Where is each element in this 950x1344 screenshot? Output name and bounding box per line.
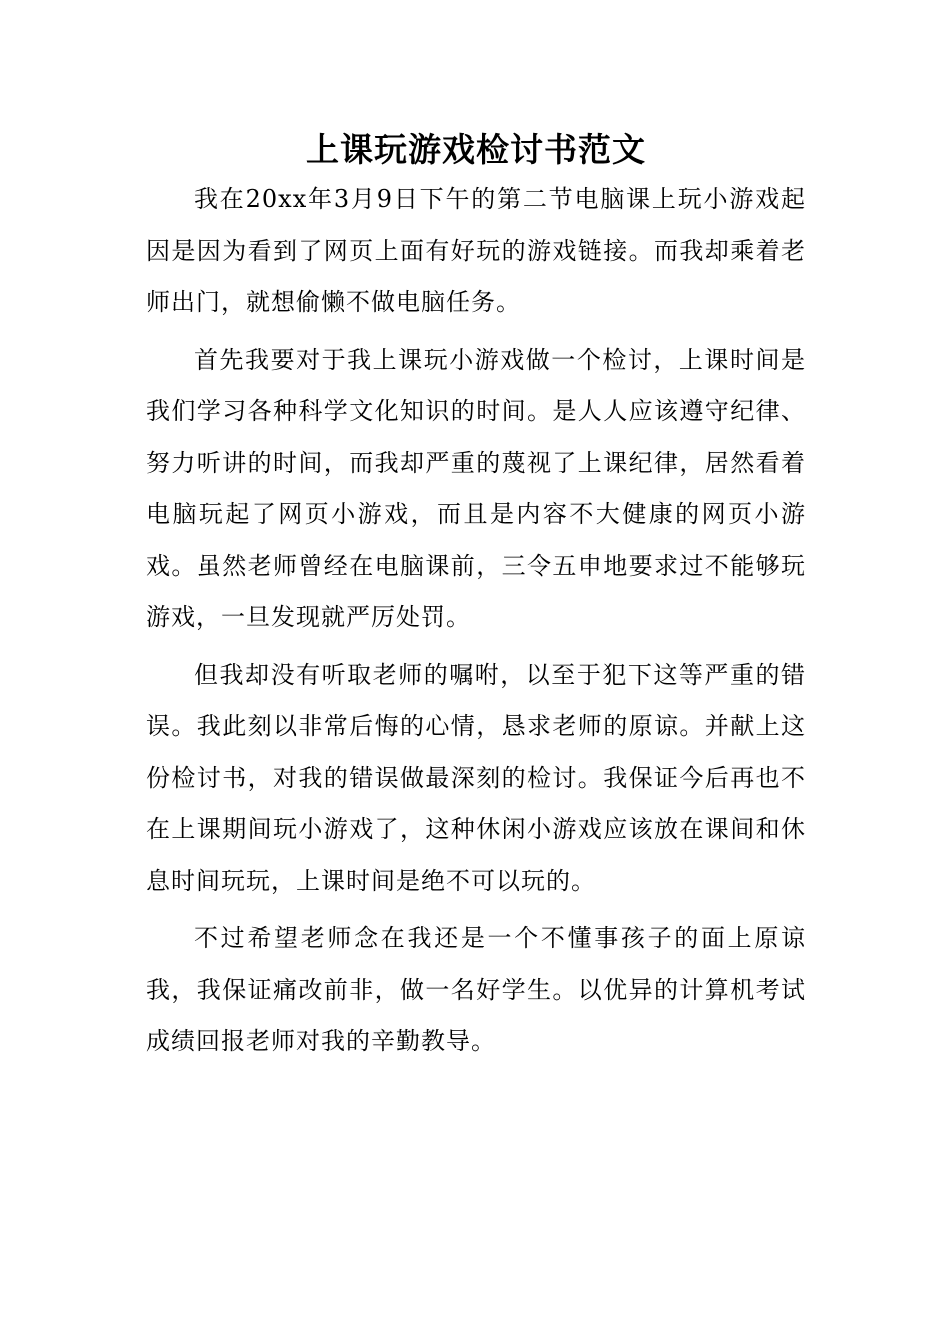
paragraph-3: 但我却没有听取老师的嘱咐，以至于犯下这等严重的错误。我此刻以非常后悔的心情，恳求老师的原谅。并献上这份检讨书，对我的错误做最深刻的检讨。我保证今后再也不在上课期间玩小游戏了，这种休闲小游戏应该放在课间和休息时间玩玩，上课时间是绝不可以玩的。 <box>146 660 806 895</box>
document-title: 上课玩游戏检讨书范文 <box>306 130 646 169</box>
document-body <box>146 126 806 1068</box>
paragraph-2: 首先我要对于我上课玩小游戏做一个检讨，上课时间是我们学习各种科学文化知识的时间。是人人应该遵守纪律、努力听讲的时间，而我却严重的蔑视了上课纪律，居然看着电脑玩起了网页小游戏，而且是内容不大健康的网页小游戏。虽然老师曾经在电脑课前，三令五申地要求过不能够玩游戏，一旦发现就严厉处罚。 <box>146 345 806 631</box>
paragraph-1: 我在20xx年3月9日下午的第二节电脑课上玩小游戏起因是因为看到了网页上面有好玩的游戏链接。而我却乘着老师出门，就想偷懒不做电脑任务。 <box>146 185 806 316</box>
paragraph-4: 不过希望老师念在我还是一个不懂事孩子的面上原谅我，我保证痛改前非，做一名好学生。以优异的计算机考试成绩回报老师对我的辛勤教导。 <box>146 924 806 1055</box>
